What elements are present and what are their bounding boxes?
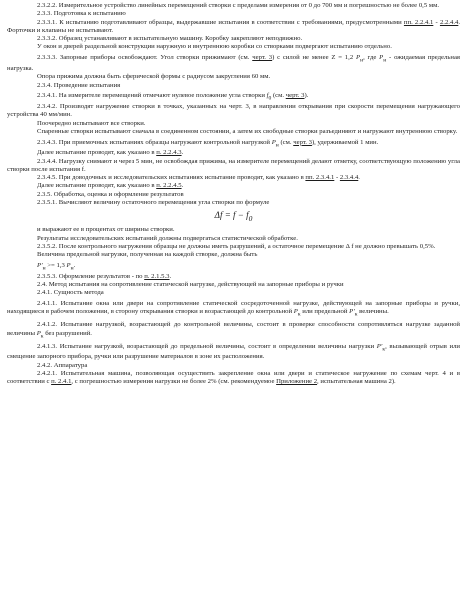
subscript: н bbox=[383, 57, 387, 64]
subscript: к bbox=[354, 311, 358, 318]
text-run: 2.3.3.2. Образец устанавливают в испытательную машину. Коробку закрепляют неподвижно. bbox=[37, 35, 303, 43]
reference-link[interactable]: 2.3.4.4 bbox=[339, 174, 359, 182]
paragraph bbox=[7, 273, 460, 281]
paragraph bbox=[7, 82, 460, 90]
paragraph bbox=[7, 226, 460, 234]
text-run: - bbox=[433, 18, 440, 26]
math-symbol: P bbox=[293, 308, 298, 316]
text-run: ), удерживаемой 1 мин. bbox=[311, 138, 379, 146]
text-run: , вызывающей отрыв или смещение запорного прибора, ручки или разрушение материалов в зоне их расположения. bbox=[7, 342, 461, 361]
text-run: 2.3.4. Проведение испытания bbox=[37, 81, 121, 89]
paragraph bbox=[7, 362, 460, 370]
paragraph bbox=[7, 10, 460, 18]
reference-link[interactable]: п. 2.2.4.3 bbox=[156, 149, 182, 157]
paragraph bbox=[7, 43, 460, 51]
text-run: 2.3.3.1. К испытанию подготавливают образцы, выдержавшие испытания в соответствии с требованиями, предусмотренными bbox=[37, 18, 404, 26]
reference-link[interactable]: пп. 2.2.4.1 bbox=[403, 18, 434, 26]
text-run: ). bbox=[304, 92, 309, 100]
paragraph bbox=[7, 343, 460, 362]
text-run: - ожидаемая предельная нагрузка. bbox=[7, 54, 461, 72]
text-run: , испытательная машина 2). bbox=[317, 378, 396, 386]
paragraph bbox=[7, 139, 460, 150]
text-run: - bbox=[334, 174, 340, 182]
text-run: или предельной bbox=[300, 308, 350, 316]
paragraph bbox=[7, 92, 460, 103]
reference-link[interactable]: п. 2.4.1 bbox=[51, 378, 72, 386]
text-run: . Форточки и клапаны не испытывают. bbox=[7, 18, 460, 34]
text-run: 2.3.3.3. Запорные приборы освобождают. Угол створки прижимают (см. bbox=[37, 54, 253, 62]
paragraph bbox=[7, 103, 460, 120]
text-run: (см. bbox=[278, 138, 294, 146]
text-run: 2.3.4.2. Производят нагружение створки в точках, указанных на черт. 3, в направлении открывания при скорости перемещения нагружающего устройства 40 мм/мин. bbox=[7, 102, 460, 119]
text-run: 2.4. Метод испытания на сопротивление статической нагрузке, действующей на запорные приборы и ручки bbox=[37, 280, 344, 288]
math-symbol: P bbox=[355, 54, 361, 62]
text-run: Далее испытание проводят, как указано в bbox=[37, 182, 157, 190]
subscript: н bbox=[360, 57, 364, 64]
math-symbol: P′ bbox=[37, 262, 43, 269]
text-run: Результаты исследовательских испытаний должны подвергаться статистической обработке. bbox=[37, 234, 298, 242]
paragraph bbox=[7, 191, 460, 199]
reference-link[interactable]: п. 2.2.4.5 bbox=[156, 182, 182, 190]
paragraph bbox=[7, 19, 460, 36]
text-run: Δf = f − f bbox=[214, 210, 249, 221]
paragraph bbox=[7, 2, 460, 10]
paragraph bbox=[7, 251, 460, 259]
text-run: 2.3.5.2. После контрольного нагружения образцы не должны иметь разрушений, а остаточное перемещение Δ f не должно превышать 0,5%. bbox=[37, 242, 436, 250]
paragraph bbox=[7, 174, 460, 182]
paragraph bbox=[7, 158, 460, 175]
formula bbox=[7, 210, 460, 222]
text-run: , где bbox=[363, 54, 380, 62]
text-run: 2.3.5.3. Оформление результатов - по bbox=[37, 272, 145, 280]
reference-link[interactable]: пп. 2.3.4.1 bbox=[305, 174, 335, 182]
math-symbol: P bbox=[66, 262, 71, 269]
text-run: 2.4.2. Аппаратура bbox=[37, 361, 88, 369]
paragraph bbox=[7, 182, 460, 190]
reference-link[interactable]: черт. 3 bbox=[293, 138, 312, 146]
text-run: . bbox=[181, 149, 184, 157]
paragraph bbox=[7, 243, 460, 251]
subscript: к bbox=[40, 333, 44, 340]
paragraph bbox=[7, 262, 460, 273]
paragraph bbox=[7, 199, 460, 207]
text-run: . bbox=[169, 272, 172, 280]
text-run: 2.3.4.5. При доводочных и исследовательских испытаниях испытание проводят, как указано в bbox=[37, 174, 306, 182]
text-run: >= 1,3 bbox=[45, 262, 67, 269]
subscript: 0 bbox=[268, 95, 272, 102]
text-run: 2.3.4.4. Нагрузку снимают и через 5 мин, не освобождая прижима, на измерителе перемещений делают отметку, соответствующую положению угла створки после испытания f. bbox=[7, 157, 460, 173]
paragraph bbox=[7, 149, 460, 157]
subscript: к bbox=[297, 311, 301, 318]
text-run: Опора прижима должна быть сферической формы с радиусом закругления 60 мм. bbox=[37, 73, 271, 81]
text-run: 2.3.4.1. На измерителе перемещений отмечают нулевое положение угла створки bbox=[37, 92, 267, 100]
subscript: 0 bbox=[248, 214, 253, 224]
text-run: 2.4.1.1. Испытание окна или двери на сопротивление статической сосредоточенной нагрузке, действующей на запорные приборы и ручки, находящиеся в рабочем положении, в сторону открывания створки и возрастающей до контрольной bbox=[7, 300, 460, 316]
math-symbol: P′ bbox=[376, 342, 383, 350]
paragraph bbox=[7, 300, 460, 319]
text-run: величины. bbox=[357, 308, 389, 316]
math-symbol: P bbox=[271, 138, 276, 146]
text-run: 2.4.2.1. Испытательная машина, позволяющая осуществить закрепление окна или двери и статическое нагружение по схемам черт. 4 и в соответствии с bbox=[7, 370, 460, 386]
text-run: 2.3.5. Обработка, оценка и оформление результатов bbox=[37, 190, 184, 198]
text-run: Величина предельной нагрузки, полученная на каждой створке, должна быть bbox=[37, 251, 258, 259]
reference-link[interactable]: Приложение 2 bbox=[276, 378, 318, 386]
paragraph bbox=[7, 73, 460, 81]
text-run: 2.3.5.1. Вычисляют величину остаточного перемещения угла створки по формуле bbox=[37, 199, 270, 207]
text-run: , с погрешностью измерения нагрузки не более 2% (см. рекомендуемое bbox=[71, 378, 277, 386]
subscript: н bbox=[275, 141, 279, 148]
text-run: Поочередно испытывают все створки. bbox=[37, 119, 146, 127]
reference-link[interactable]: п. 2.1.5.3 bbox=[144, 272, 170, 280]
text-run: Спаренные створки испытывают сначала в соединенном состоянии, а затем их свободные створки разъединяют и нагружают внутреннюю створку. bbox=[37, 127, 458, 135]
subscript: к bbox=[382, 346, 386, 353]
math-symbol: P bbox=[36, 329, 41, 337]
math-symbol: f bbox=[266, 92, 269, 100]
paragraph bbox=[7, 54, 460, 73]
text-run: 2.4.1. Сущность метода bbox=[37, 289, 104, 297]
text-run: 2.3.3. Подготовка к испытанию bbox=[37, 10, 126, 18]
text-run: 2.4.1.3. Испытание нагрузкой, возрастающей до предельной величины, состоит в определении величины нагрузки bbox=[37, 342, 377, 350]
subscript: н bbox=[70, 265, 74, 272]
text-run: 2.4.1.2. Испытание нагрузкой, возрастающей до контрольной величины, состоит в проверке способности сопротивляться нагрузке заданной величины bbox=[7, 321, 460, 337]
text-run: без разрушений. bbox=[43, 329, 92, 337]
text-run: 2.3.2.2. Измерительное устройство линейных перемещений створки с пределами измерения от 0 до 700 мм и погрешностью не более 0,5 мм. bbox=[37, 2, 439, 9]
subscript: н bbox=[42, 265, 46, 272]
paragraph bbox=[7, 281, 460, 289]
text-run: ) с силой не менее Z = 1,2 bbox=[272, 54, 356, 62]
text-run: Далее испытание проводят, как указано в bbox=[37, 149, 157, 157]
text-run: . bbox=[73, 262, 76, 269]
math-symbol: P bbox=[379, 54, 384, 62]
paragraph bbox=[7, 321, 460, 340]
paragraph bbox=[7, 235, 460, 243]
reference-link[interactable]: 2.2.4.4 bbox=[439, 18, 459, 26]
paragraph bbox=[7, 289, 460, 297]
reference-link[interactable]: черт. 3 bbox=[285, 92, 305, 100]
text-run: (см. bbox=[271, 92, 286, 100]
paragraph bbox=[7, 128, 460, 136]
text-run: 2.3.4.3. При приемочных испытаниях образцы нагружают контрольной нагрузкой bbox=[37, 138, 272, 146]
text-run: У окон и дверей раздельной конструкции наружную и внутреннюю коробки со створками подвергают испытанию отдельно. bbox=[37, 43, 392, 51]
paragraph bbox=[7, 120, 460, 128]
text-run: . bbox=[181, 182, 184, 190]
text-run: . bbox=[358, 174, 360, 182]
text-run: и выражают ее в процентах от ширины створки. bbox=[37, 226, 175, 234]
reference-link[interactable]: черт. 3 bbox=[252, 54, 273, 62]
math-symbol: P′ bbox=[349, 308, 355, 316]
paragraph bbox=[7, 35, 460, 43]
paragraph bbox=[7, 370, 460, 387]
